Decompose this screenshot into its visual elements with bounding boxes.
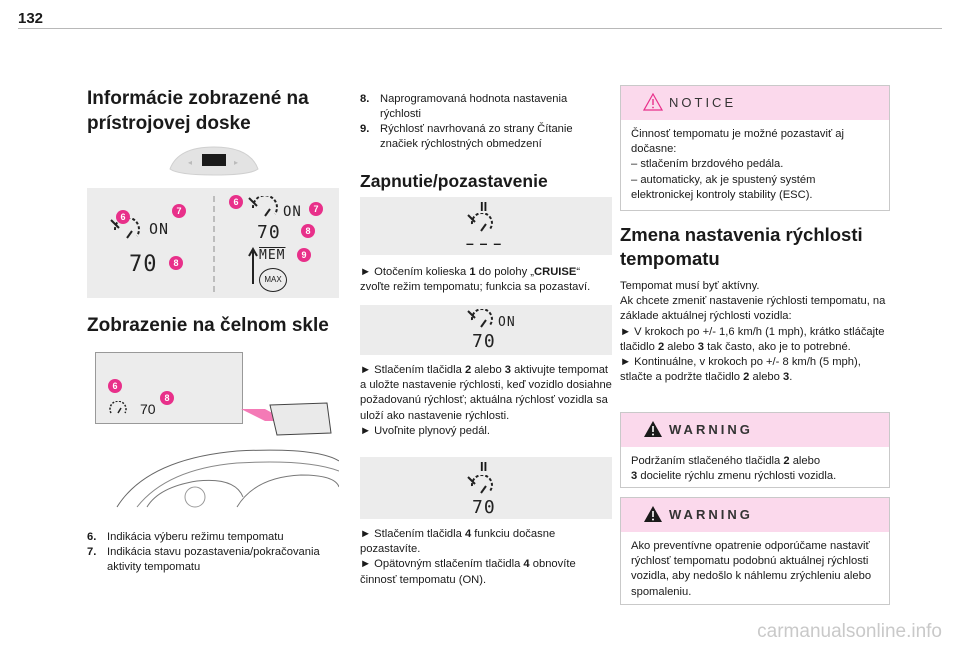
item-number: 6. xyxy=(87,531,97,543)
section-heading-instrument-info xyxy=(87,86,347,136)
notice-triangle-icon xyxy=(643,93,663,111)
item-number: 8. xyxy=(360,93,370,105)
text-run: Podržaním stlačeného tlačidla xyxy=(631,455,784,467)
heading-line: Zmena nastavenia rýchlosti xyxy=(620,224,863,245)
text-run-bold: 4 xyxy=(464,528,472,540)
notice-line: Činnosť tempomatu je možné pozastaviť aj dočasne: xyxy=(631,128,844,156)
notice-line: – automaticky, ak je spustený systém elektronickej kontroly stability (ESC). xyxy=(631,173,816,201)
item-text: Naprogramovaná hodnota nastavenia rýchlosti xyxy=(380,93,568,120)
text-run: Tempomat musí byť aktívny. xyxy=(620,280,760,292)
section-heading-hud: Zobrazenie na čelnom skle xyxy=(87,315,329,336)
paused-display-figure xyxy=(360,197,612,255)
set-speed-value: 70 xyxy=(472,497,496,518)
heading-line: tempomatu xyxy=(620,248,720,269)
svg-text:◂: ◂ xyxy=(188,158,193,167)
text-run-bold: 2 xyxy=(657,340,665,353)
active-display-figure xyxy=(360,305,612,355)
callout-badge: 6 xyxy=(116,210,130,224)
text-run-bold: 1 xyxy=(469,266,476,278)
heading-line: prístrojovej doske xyxy=(87,113,251,134)
text-run: alebo xyxy=(749,371,783,384)
speedometer-icon xyxy=(247,196,281,222)
callout-badge: 8 xyxy=(160,391,174,405)
section-heading-change-speed xyxy=(620,223,910,271)
item-text: Indikácia výberu režimu tempomatu xyxy=(107,531,284,543)
mem-label: $\overline{MEM}$ xyxy=(259,248,286,263)
header-rule xyxy=(18,28,942,29)
text-run: docielite rýchlu zmenu rýchlosti vozidla. xyxy=(637,470,837,483)
notice-title: NOTICE xyxy=(669,95,737,110)
text-run: alebo xyxy=(664,340,698,353)
callout-badge: 6 xyxy=(108,379,122,393)
step-long-press xyxy=(620,355,892,385)
section-heading-enable-pause: Zapnutie/pozastavenie xyxy=(360,171,548,191)
item-text: Indikácia stavu pozastavenia/pokračovania aktivity tempomatu xyxy=(107,546,320,573)
text-run-bold: 2 xyxy=(783,455,790,467)
pause-icon: II xyxy=(480,199,488,214)
text-run: aktivujte tempomat a uložte nastavenie rýchlosti, keď vozidlo dosiahne požadovanú rýchlosť; aktuálna rýchlosť vozidla sa uloží ako nastavenie rýchlosti. xyxy=(360,364,612,422)
paragraph-cruise-select xyxy=(360,265,612,295)
text-run: ► Uvoľnite plynový pedál. xyxy=(360,424,491,437)
set-speed-value: 70 xyxy=(472,331,496,352)
warning-body: Ako preventívne opatrenie odporúčame nastaviť rýchlosť tempomatu podobnú aktuálnej rýchlosti vozidla, aby nedošlo k náhlemu zrýchleniu alebo spomaleniu. xyxy=(631,540,872,598)
item-text: Rýchlosť navrhovaná zo strany Čítanie značiek rýchlostných obmedzení xyxy=(380,123,573,150)
text-run: do polohy „ xyxy=(475,266,535,278)
notice-line: – stlačením brzdového pedála. xyxy=(631,158,784,171)
text-run-bold: 3 xyxy=(782,371,790,384)
warning-triangle-icon xyxy=(643,505,663,523)
text-run: ► Opätovným stlačením tlačidla xyxy=(360,558,524,571)
speedometer-icon xyxy=(466,309,496,333)
text-run: . xyxy=(789,371,793,384)
arrow-up-icon xyxy=(247,246,259,286)
legend-list-middle xyxy=(360,92,605,152)
text-run-bold: 3 xyxy=(697,340,704,353)
warning-header xyxy=(621,498,889,532)
list-item xyxy=(87,545,339,575)
on-label: ON xyxy=(498,315,516,330)
text-run: tak často, ako je to potrebné. xyxy=(704,340,851,353)
pause-icon: II xyxy=(480,459,488,474)
cluster-display-figure xyxy=(87,188,339,298)
warning-body xyxy=(621,447,889,492)
dashboard-line-drawing xyxy=(87,347,339,512)
speedometer-icon xyxy=(466,475,496,499)
warning-title: WARNING xyxy=(669,507,753,522)
text-run: alebo xyxy=(471,364,505,376)
set-speed-value: 70 xyxy=(129,252,158,277)
list-item xyxy=(360,92,605,122)
hud-speed-value: 70 xyxy=(140,401,156,417)
paragraph-pause-resume xyxy=(360,527,612,588)
text-run-bold: 2 xyxy=(743,371,750,384)
hud-figure xyxy=(87,347,339,512)
on-label: ON xyxy=(283,204,302,220)
page-number: 132 xyxy=(18,10,44,27)
text-run-bold: 3 xyxy=(631,470,638,483)
notice-body xyxy=(621,120,889,211)
text-run: Ak chcete zmeniť nastavenie rýchlosti tempomatu, na základe aktuálnej rýchlosti vozidla: xyxy=(620,295,886,323)
figure-divider xyxy=(213,196,215,292)
callout-badge: 8 xyxy=(169,256,183,270)
heading-line: Informácie zobrazené na xyxy=(87,88,309,109)
warning-header xyxy=(621,413,889,447)
speed-dashes: – – – xyxy=(466,235,503,251)
set-speed-value: 70 xyxy=(257,222,281,243)
text-run: ► Otočením kolieska xyxy=(360,266,470,278)
text-run: obnovíte činnosť tempomatu (ON). xyxy=(360,558,576,586)
text-run-bold: 2 xyxy=(464,364,472,376)
callout-badge: 9 xyxy=(297,248,311,262)
text-run: ► Stlačením tlačidla xyxy=(360,528,465,540)
warning-box xyxy=(620,412,890,488)
text-run: ► Kontinuálne, v krokoch po +/- 8 km/h (5 mph), stlačte a podržte tlačidlo xyxy=(620,356,861,384)
warning-box xyxy=(620,497,890,605)
item-number: 9. xyxy=(360,123,370,135)
text-run: alebo xyxy=(789,455,821,467)
legend-list-left xyxy=(87,530,339,575)
text-run: ► V krokoch po +/- 1,6 km/h (1 mph), krátko stláčajte tlačidlo xyxy=(620,325,885,353)
watermark: carmanualsonline.info xyxy=(757,621,942,642)
text-run: “ zvoľte režim tempomatu; funkcia sa pozastaví. xyxy=(360,266,591,294)
notice-box xyxy=(620,85,890,211)
paragraph-activate xyxy=(360,363,612,439)
text-run-bold: CRUISE xyxy=(534,266,577,278)
step-short-press xyxy=(620,325,892,355)
on-label: ON xyxy=(149,220,170,238)
paused-speed-display-figure xyxy=(360,457,612,519)
callout-badge: 7 xyxy=(172,204,186,218)
callout-badge: 8 xyxy=(301,224,315,238)
item-number: 7. xyxy=(87,546,97,558)
callout-badge: 7 xyxy=(309,202,323,216)
text-run: ► Stlačením tlačidla xyxy=(360,364,465,376)
paragraph-change-speed xyxy=(620,279,892,385)
text-run-bold: 3 xyxy=(504,364,512,376)
text-run: funkciu dočasne pozastavíte. xyxy=(360,528,556,556)
warning-triangle-icon xyxy=(643,420,663,438)
callout-badge: 6 xyxy=(229,195,243,209)
speedometer-icon xyxy=(466,213,496,237)
notice-header xyxy=(621,86,889,120)
warning-title: WARNING xyxy=(669,422,753,437)
svg-text:▸: ▸ xyxy=(234,158,239,167)
list-item xyxy=(87,530,339,545)
list-item xyxy=(360,122,605,152)
text-run-bold: 4 xyxy=(523,558,530,571)
max-speed-sign: MAX xyxy=(259,268,287,292)
instrument-panel-icon xyxy=(168,143,260,177)
